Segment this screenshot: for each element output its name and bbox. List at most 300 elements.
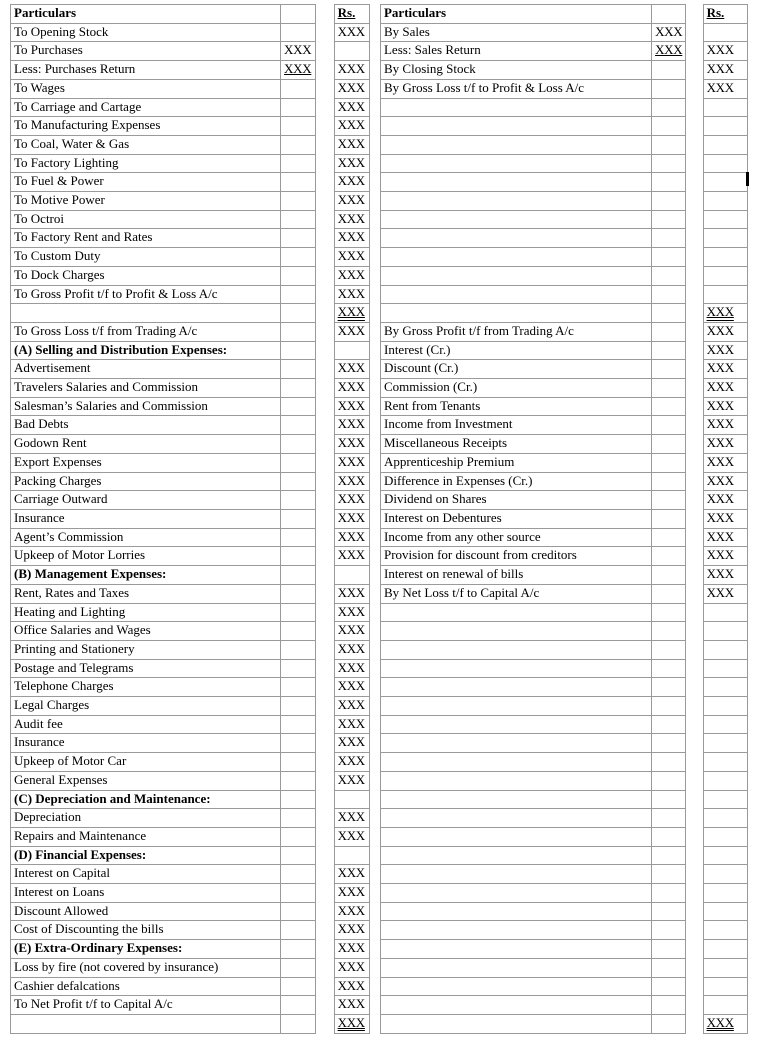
right-particulars-cell: Dividend on Shares — [380, 491, 651, 510]
right-amount-cell — [703, 98, 747, 117]
column-gap — [316, 734, 335, 753]
left-amount-cell: XXX — [334, 958, 369, 977]
right-amount-cell: XXX — [703, 491, 747, 510]
left-amount-cell: XXX — [334, 715, 369, 734]
left-amount-cell: XXX — [334, 23, 369, 42]
left-sub-amount-cell — [281, 940, 316, 959]
left-particulars-cell: Advertisement — [11, 360, 281, 379]
table-row — [11, 135, 748, 154]
right-particulars-cell — [380, 921, 651, 940]
left-amount-cell: XXX — [334, 996, 369, 1015]
column-gap — [316, 715, 335, 734]
column-gap — [686, 98, 704, 117]
left-amount-cell: XXX — [334, 921, 369, 940]
table-row — [11, 79, 748, 98]
right-particulars-cell — [380, 210, 651, 229]
left-particulars-cell: To Gross Loss t/f from Trading A/c — [11, 322, 281, 341]
right-sub-amount-cell — [652, 584, 686, 603]
left-sub-amount-cell — [281, 435, 316, 454]
left-sub-amount-header — [281, 5, 316, 24]
column-gap — [316, 210, 335, 229]
center-gap — [369, 491, 380, 510]
column-gap — [686, 958, 704, 977]
left-particulars-cell: Cashier defalcations — [11, 977, 281, 996]
left-particulars-cell: Cost of Discounting the bills — [11, 921, 281, 940]
right-sub-amount-header — [652, 5, 686, 24]
left-particulars-cell: Packing Charges — [11, 472, 281, 491]
column-gap — [686, 23, 704, 42]
column-gap — [686, 753, 704, 772]
center-gap — [369, 528, 380, 547]
table-row — [11, 977, 748, 996]
right-particulars-cell: Commission (Cr.) — [380, 379, 651, 398]
column-gap — [686, 996, 704, 1015]
right-amount-cell — [703, 790, 747, 809]
left-sub-amount-cell — [281, 958, 316, 977]
table-row — [11, 416, 748, 435]
right-particulars-cell: By Gross Loss t/f to Profit & Loss A/c — [380, 79, 651, 98]
column-gap — [686, 528, 704, 547]
left-sub-amount-cell — [281, 192, 316, 211]
left-sub-amount-cell — [281, 285, 316, 304]
left-sub-amount-cell — [281, 322, 316, 341]
table-row — [11, 491, 748, 510]
right-amount-cell: XXX — [703, 472, 747, 491]
right-particulars-cell — [380, 678, 651, 697]
center-gap — [369, 304, 380, 323]
left-amount-cell: XXX — [334, 117, 369, 136]
right-sub-amount-cell — [652, 435, 686, 454]
center-gap — [369, 79, 380, 98]
column-gap — [316, 1014, 335, 1033]
left-particulars-cell: (B) Management Expenses: — [11, 566, 281, 585]
left-particulars-cell: To Motive Power — [11, 192, 281, 211]
right-amount-cell: XXX — [703, 42, 747, 61]
center-gap — [369, 210, 380, 229]
left-amount-cell: XXX — [334, 285, 369, 304]
column-gap — [686, 248, 704, 267]
center-gap — [369, 285, 380, 304]
left-amount-cell: XXX — [334, 453, 369, 472]
right-particulars-cell — [380, 827, 651, 846]
center-gap — [369, 566, 380, 585]
right-particulars-cell — [380, 958, 651, 977]
column-gap — [316, 98, 335, 117]
right-amount-cell: XXX — [703, 453, 747, 472]
column-gap — [316, 360, 335, 379]
left-amount-cell: XXX — [334, 266, 369, 285]
column-gap — [686, 921, 704, 940]
column-gap — [686, 117, 704, 136]
right-sub-amount-cell — [652, 846, 686, 865]
left-sub-amount-cell — [281, 622, 316, 641]
left-amount-cell: XXX — [334, 79, 369, 98]
column-gap — [686, 285, 704, 304]
column-gap — [316, 846, 335, 865]
column-gap — [316, 135, 335, 154]
left-sub-amount-cell — [281, 715, 316, 734]
right-particulars-cell — [380, 192, 651, 211]
right-sub-amount-cell — [652, 322, 686, 341]
column-gap — [686, 491, 704, 510]
left-sub-amount-cell — [281, 248, 316, 267]
right-sub-amount-cell — [652, 603, 686, 622]
left-particulars-cell: To Coal, Water & Gas — [11, 135, 281, 154]
center-gap — [369, 154, 380, 173]
center-gap — [369, 958, 380, 977]
right-rs-header: Rs. — [703, 5, 747, 24]
right-sub-amount-cell — [652, 996, 686, 1015]
table-row — [11, 566, 748, 585]
right-particulars-cell: By Gross Profit t/f from Trading A/c — [380, 322, 651, 341]
left-sub-amount-cell — [281, 827, 316, 846]
table-row — [11, 603, 748, 622]
left-amount-cell: XXX — [334, 98, 369, 117]
table-row — [11, 921, 748, 940]
left-sub-amount-cell — [281, 809, 316, 828]
table-row — [11, 117, 748, 136]
right-sub-amount-cell — [652, 416, 686, 435]
right-particulars-cell — [380, 266, 651, 285]
left-sub-amount-cell — [281, 603, 316, 622]
center-gap — [369, 23, 380, 42]
column-gap — [686, 79, 704, 98]
column-gap — [316, 622, 335, 641]
left-particulars-cell: To Custom Duty — [11, 248, 281, 267]
center-gap — [369, 360, 380, 379]
margin-mark — [746, 172, 749, 186]
right-particulars-cell — [380, 753, 651, 772]
center-gap — [369, 865, 380, 884]
right-sub-amount-cell — [652, 491, 686, 510]
column-gap — [686, 865, 704, 884]
right-amount-cell — [703, 921, 747, 940]
left-particulars-cell: To Dock Charges — [11, 266, 281, 285]
right-amount-cell: XXX — [703, 61, 747, 80]
table-row — [11, 940, 748, 959]
column-gap — [686, 884, 704, 903]
right-amount-cell — [703, 940, 747, 959]
table-row — [11, 229, 748, 248]
right-particulars-cell — [380, 771, 651, 790]
column-gap — [316, 453, 335, 472]
left-particulars-cell: To Factory Lighting — [11, 154, 281, 173]
column-gap — [316, 902, 335, 921]
right-amount-cell — [703, 865, 747, 884]
left-amount-cell: XXX — [334, 248, 369, 267]
left-particulars-cell: Insurance — [11, 734, 281, 753]
right-particulars-cell — [380, 248, 651, 267]
right-particulars-cell — [380, 135, 651, 154]
right-particulars-cell — [380, 734, 651, 753]
right-sub-amount-cell — [652, 678, 686, 697]
right-sub-amount-cell — [652, 884, 686, 903]
right-amount-cell: XXX — [703, 79, 747, 98]
center-gap — [369, 640, 380, 659]
left-sub-amount-cell — [281, 397, 316, 416]
left-particulars-cell: Salesman’s Salaries and Commission — [11, 397, 281, 416]
left-sub-amount-cell — [281, 547, 316, 566]
left-particulars-cell: Printing and Stationery — [11, 640, 281, 659]
column-gap — [316, 753, 335, 772]
table-row — [11, 902, 748, 921]
table-row — [11, 154, 748, 173]
center-gap — [369, 341, 380, 360]
column-gap — [686, 341, 704, 360]
right-amount-cell: XXX — [703, 304, 747, 323]
column-gap — [686, 397, 704, 416]
right-particulars-cell — [380, 809, 651, 828]
column-gap — [316, 397, 335, 416]
table-row — [11, 715, 748, 734]
table-row — [11, 528, 748, 547]
left-particulars-cell — [11, 304, 281, 323]
column-gap — [316, 379, 335, 398]
column-gap — [686, 827, 704, 846]
left-sub-amount-cell — [281, 902, 316, 921]
right-amount-cell: XXX — [703, 360, 747, 379]
column-gap — [686, 416, 704, 435]
right-sub-amount-cell — [652, 453, 686, 472]
left-sub-amount-cell — [281, 996, 316, 1015]
column-gap — [686, 210, 704, 229]
right-sub-amount-cell — [652, 902, 686, 921]
right-particulars-cell — [380, 865, 651, 884]
left-sub-amount-cell — [281, 341, 316, 360]
column-gap — [316, 996, 335, 1015]
column-gap — [316, 266, 335, 285]
left-sub-amount-cell — [281, 734, 316, 753]
left-particulars-cell: Legal Charges — [11, 697, 281, 716]
table-row — [11, 248, 748, 267]
table-row — [11, 341, 748, 360]
column-gap — [686, 192, 704, 211]
table-row — [11, 472, 748, 491]
column-gap — [316, 584, 335, 603]
left-particulars-cell: (E) Extra-Ordinary Expenses: — [11, 940, 281, 959]
right-sub-amount-cell — [652, 210, 686, 229]
left-particulars-cell: Less: Purchases Return — [11, 61, 281, 80]
column-gap — [686, 135, 704, 154]
column-gap — [316, 304, 335, 323]
table-row — [11, 584, 748, 603]
right-amount-cell: XXX — [703, 547, 747, 566]
center-gap — [369, 715, 380, 734]
center-gap — [369, 921, 380, 940]
right-particulars-cell: Income from any other source — [380, 528, 651, 547]
left-sub-amount-cell — [281, 977, 316, 996]
right-particulars-cell — [380, 902, 651, 921]
right-sub-amount-cell — [652, 285, 686, 304]
left-particulars-cell: Discount Allowed — [11, 902, 281, 921]
table-row — [11, 509, 748, 528]
table-row — [11, 790, 748, 809]
right-particulars-cell — [380, 98, 651, 117]
column-gap — [316, 977, 335, 996]
center-gap — [369, 771, 380, 790]
center-gap — [369, 379, 380, 398]
left-sub-amount-cell — [281, 453, 316, 472]
table-row — [11, 958, 748, 977]
right-amount-cell — [703, 23, 747, 42]
left-rs-header: Rs. — [334, 5, 369, 24]
column-gap — [686, 603, 704, 622]
left-particulars-cell: Agent’s Commission — [11, 528, 281, 547]
left-particulars-cell: Postage and Telegrams — [11, 659, 281, 678]
left-sub-amount-cell — [281, 790, 316, 809]
table-row — [11, 435, 748, 454]
right-amount-cell — [703, 809, 747, 828]
column-gap — [686, 453, 704, 472]
right-particulars-cell — [380, 996, 651, 1015]
left-sub-amount-cell — [281, 921, 316, 940]
column-gap — [316, 192, 335, 211]
left-sub-amount-cell — [281, 79, 316, 98]
center-gap — [369, 827, 380, 846]
right-particulars-cell: Provision for discount from creditors — [380, 547, 651, 566]
left-amount-cell: XXX — [334, 697, 369, 716]
left-sub-amount-cell — [281, 566, 316, 585]
right-amount-cell — [703, 734, 747, 753]
table-row — [11, 192, 748, 211]
right-sub-amount-cell — [652, 61, 686, 80]
center-gap — [369, 173, 380, 192]
right-sub-amount-cell — [652, 98, 686, 117]
column-gap — [686, 472, 704, 491]
left-amount-cell: XXX — [334, 865, 369, 884]
left-particulars-cell: Carriage Outward — [11, 491, 281, 510]
table-row — [11, 659, 748, 678]
left-particulars-cell: Repairs and Maintenance — [11, 827, 281, 846]
right-amount-cell: XXX — [703, 341, 747, 360]
column-gap — [316, 603, 335, 622]
right-particulars-cell: Difference in Expenses (Cr.) — [380, 472, 651, 491]
right-amount-cell — [703, 173, 747, 192]
left-amount-cell: XXX — [334, 491, 369, 510]
table-row — [11, 322, 748, 341]
right-sub-amount-cell — [652, 940, 686, 959]
left-amount-cell — [334, 42, 369, 61]
right-particulars-header: Particulars — [380, 5, 651, 24]
right-particulars-cell — [380, 977, 651, 996]
left-sub-amount-cell — [281, 640, 316, 659]
left-sub-amount-cell — [281, 753, 316, 772]
center-gap — [369, 453, 380, 472]
table-row — [11, 1014, 748, 1033]
right-amount-cell: XXX — [703, 566, 747, 585]
column-gap — [686, 509, 704, 528]
right-particulars-cell — [380, 640, 651, 659]
right-sub-amount-cell — [652, 640, 686, 659]
right-amount-cell — [703, 958, 747, 977]
left-particulars-cell: Godown Rent — [11, 435, 281, 454]
left-amount-cell: XXX — [334, 154, 369, 173]
center-gap — [369, 603, 380, 622]
table-row — [11, 547, 748, 566]
column-gap — [316, 491, 335, 510]
column-gap — [686, 678, 704, 697]
center-gap — [369, 790, 380, 809]
right-sub-amount-cell — [652, 360, 686, 379]
right-amount-cell: XXX — [703, 416, 747, 435]
left-amount-cell: XXX — [334, 229, 369, 248]
left-particulars-cell: Export Expenses — [11, 453, 281, 472]
left-particulars-cell: Upkeep of Motor Car — [11, 753, 281, 772]
table-row — [11, 42, 748, 61]
left-sub-amount-cell — [281, 210, 316, 229]
left-amount-cell: XXX — [334, 547, 369, 566]
right-sub-amount-cell — [652, 697, 686, 716]
left-sub-amount-cell — [281, 135, 316, 154]
right-sub-amount-cell — [652, 472, 686, 491]
column-gap — [686, 42, 704, 61]
column-gap — [316, 61, 335, 80]
left-particulars-cell: Interest on Capital — [11, 865, 281, 884]
center-gap — [369, 940, 380, 959]
right-amount-cell — [703, 210, 747, 229]
center-gap — [369, 902, 380, 921]
right-particulars-cell: By Closing Stock — [380, 61, 651, 80]
column-gap — [316, 697, 335, 716]
center-gap — [369, 192, 380, 211]
left-amount-cell: XXX — [334, 659, 369, 678]
column-gap — [316, 790, 335, 809]
right-amount-cell — [703, 771, 747, 790]
left-amount-cell: XXX — [334, 192, 369, 211]
left-sub-amount-cell — [281, 154, 316, 173]
column-gap — [316, 940, 335, 959]
center-gap — [369, 435, 380, 454]
table-row — [11, 865, 748, 884]
right-particulars-cell: Income from Investment — [380, 416, 651, 435]
column-gap — [316, 659, 335, 678]
right-particulars-cell — [380, 603, 651, 622]
table-row — [11, 266, 748, 285]
center-gap — [369, 397, 380, 416]
left-particulars-cell: To Opening Stock — [11, 23, 281, 42]
left-sub-amount-cell — [281, 509, 316, 528]
left-sub-amount-cell — [281, 491, 316, 510]
table-row — [11, 304, 748, 323]
table-row — [11, 453, 748, 472]
left-sub-amount-cell: XXX — [281, 42, 316, 61]
right-amount-cell — [703, 622, 747, 641]
center-gap — [369, 266, 380, 285]
table-row — [11, 697, 748, 716]
table-body — [11, 5, 748, 1034]
left-sub-amount-cell — [281, 416, 316, 435]
column-gap — [686, 640, 704, 659]
right-amount-cell — [703, 827, 747, 846]
center-gap — [369, 322, 380, 341]
left-amount-cell: XXX — [334, 640, 369, 659]
left-amount-cell: XXX — [334, 472, 369, 491]
column-gap — [686, 584, 704, 603]
right-amount-cell — [703, 248, 747, 267]
left-sub-amount-cell — [281, 528, 316, 547]
left-amount-cell: XXX — [334, 397, 369, 416]
trading-profit-loss-table — [10, 4, 748, 1034]
column-gap — [316, 827, 335, 846]
center-gap — [369, 809, 380, 828]
left-amount-cell: XXX — [334, 379, 369, 398]
right-amount-cell — [703, 603, 747, 622]
column-gap — [686, 547, 704, 566]
right-particulars-cell: Apprenticeship Premium — [380, 453, 651, 472]
column-gap — [686, 622, 704, 641]
table-row — [11, 771, 748, 790]
right-amount-cell — [703, 884, 747, 903]
